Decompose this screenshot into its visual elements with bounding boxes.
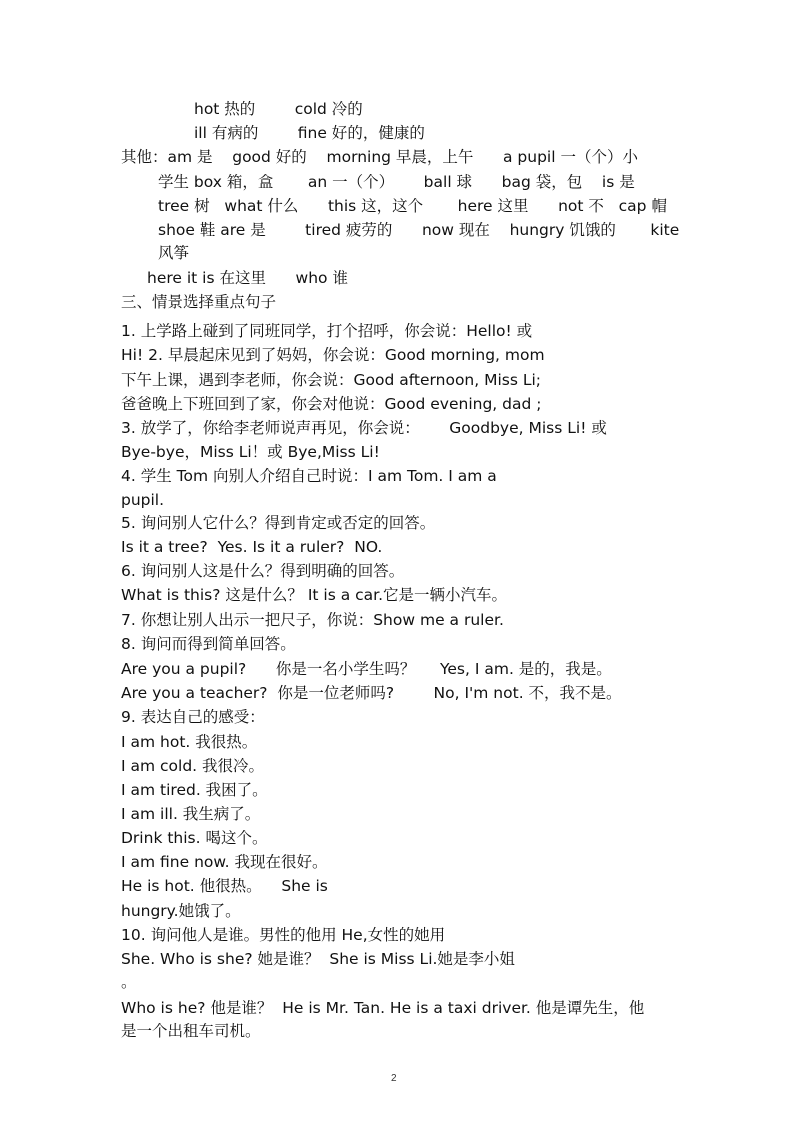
vocab-line-ill-fine: ill 有病的 fine 好的，健康的 (194, 124, 425, 142)
sentence-line: Bye-bye，Miss Li！或 Bye,Miss Li! (121, 443, 380, 461)
sentence-line: 是一个出租车司机。 (121, 1022, 261, 1040)
sentence-line: I am ill. 我生病了。 (121, 805, 261, 823)
sentence-line: Are you a teacher? 你是一位老师吗? No, I'm not. 不，我不是。 (121, 684, 622, 702)
section-heading: 三、情景选择重点句子 (121, 293, 277, 311)
sentence-line: hungry.她饿了。 (121, 902, 241, 920)
sentence-line: 6. 询问别人这是什么？得到明确的回答。 (121, 562, 405, 580)
sentence-line: pupil. (121, 491, 165, 509)
sentence-line: 4. 学生 Tom 向别人介绍自己时说：I am Tom. I am a (121, 467, 497, 485)
sentence-line: She. Who is she? 她是谁？ She is Miss Li.她是李小姐 (121, 950, 515, 968)
sentence-line: I am fine now. 我现在很好。 (121, 853, 328, 871)
sentence-line: 3. 放学了，你给李老师说声再见，你会说： Goodbye, Miss Li! 或 (121, 419, 607, 437)
sentence-line: I am hot. 我很热。 (121, 733, 258, 751)
sentence-line: 7. 你想让别人出示一把尺子，你说：Show me a ruler. (121, 611, 504, 629)
sentence-line: 9. 表达自己的感受： (121, 708, 265, 726)
sentence-line: Hi! 2. 早晨起床见到了妈妈，你会说：Good morning, mom (121, 346, 545, 364)
vocab-line-here: here it is 在这里 who 谁 (147, 269, 348, 287)
sentence-line: 爸爸晚上下班回到了家，你会对他说：Good evening, dad ; (121, 395, 542, 413)
sentence-line: I am cold. 我很冷。 (121, 757, 265, 775)
sentence-line: Are you a pupil? 你是一名小学生吗？ Yes, I am. 是的，我是。 (121, 660, 612, 678)
sentence-line: 8. 询问而得到简单回答。 (121, 635, 296, 653)
vocab-line-box: 学生 box 箱，盒 an 一（个） ball 球 bag 袋，包 is 是 (158, 173, 635, 191)
sentence-line: What is this? 这是什么？ It is a car.它是一辆小汽车。 (121, 586, 508, 604)
sentence-line: 10. 询问他人是谁。男性的他用 He,女性的她用 (121, 926, 446, 944)
sentence-line: 5. 询问别人它什么？得到肯定或否定的回答。 (121, 514, 436, 532)
vocab-line-others: 其他：am 是 good 好的 morning 早晨，上午 a pupil 一（个）小 (121, 148, 638, 166)
sentence-line: Drink this. 喝这个。 (121, 829, 268, 847)
sentence-line: 。 (121, 973, 137, 991)
vocab-line-hot-cold: hot 热的 cold 冷的 (194, 100, 363, 118)
vocab-line-shoe: shoe 鞋 are 是 tired 疲劳的 now 现在 hungry 饥饿的 kite (158, 221, 680, 239)
sentence-line: 下午上课，遇到李老师，你会说：Good afternoon, Miss Li; (121, 371, 542, 389)
sentence-line: Who is he? 他是谁？ He is Mr. Tan. He is a taxi driver. 他是谭先生，他 (121, 999, 645, 1017)
sentence-line: Is it a tree? Yes. Is it a ruler? NO. (121, 538, 383, 556)
vocab-line-tree: tree 树 what 什么 this 这，这个 here 这里 not 不 cap 帽 (158, 197, 667, 215)
vocab-line-kite-cont: 风筝 (158, 244, 190, 262)
page-number: 2 (391, 1073, 397, 1084)
sentence-line: He is hot. 他很热。 She is (121, 877, 328, 895)
sentence-line: I am tired. 我困了。 (121, 781, 268, 799)
sentence-line: 1. 上学路上碰到了同班同学，打个招呼，你会说：Hello! 或 (121, 322, 533, 340)
